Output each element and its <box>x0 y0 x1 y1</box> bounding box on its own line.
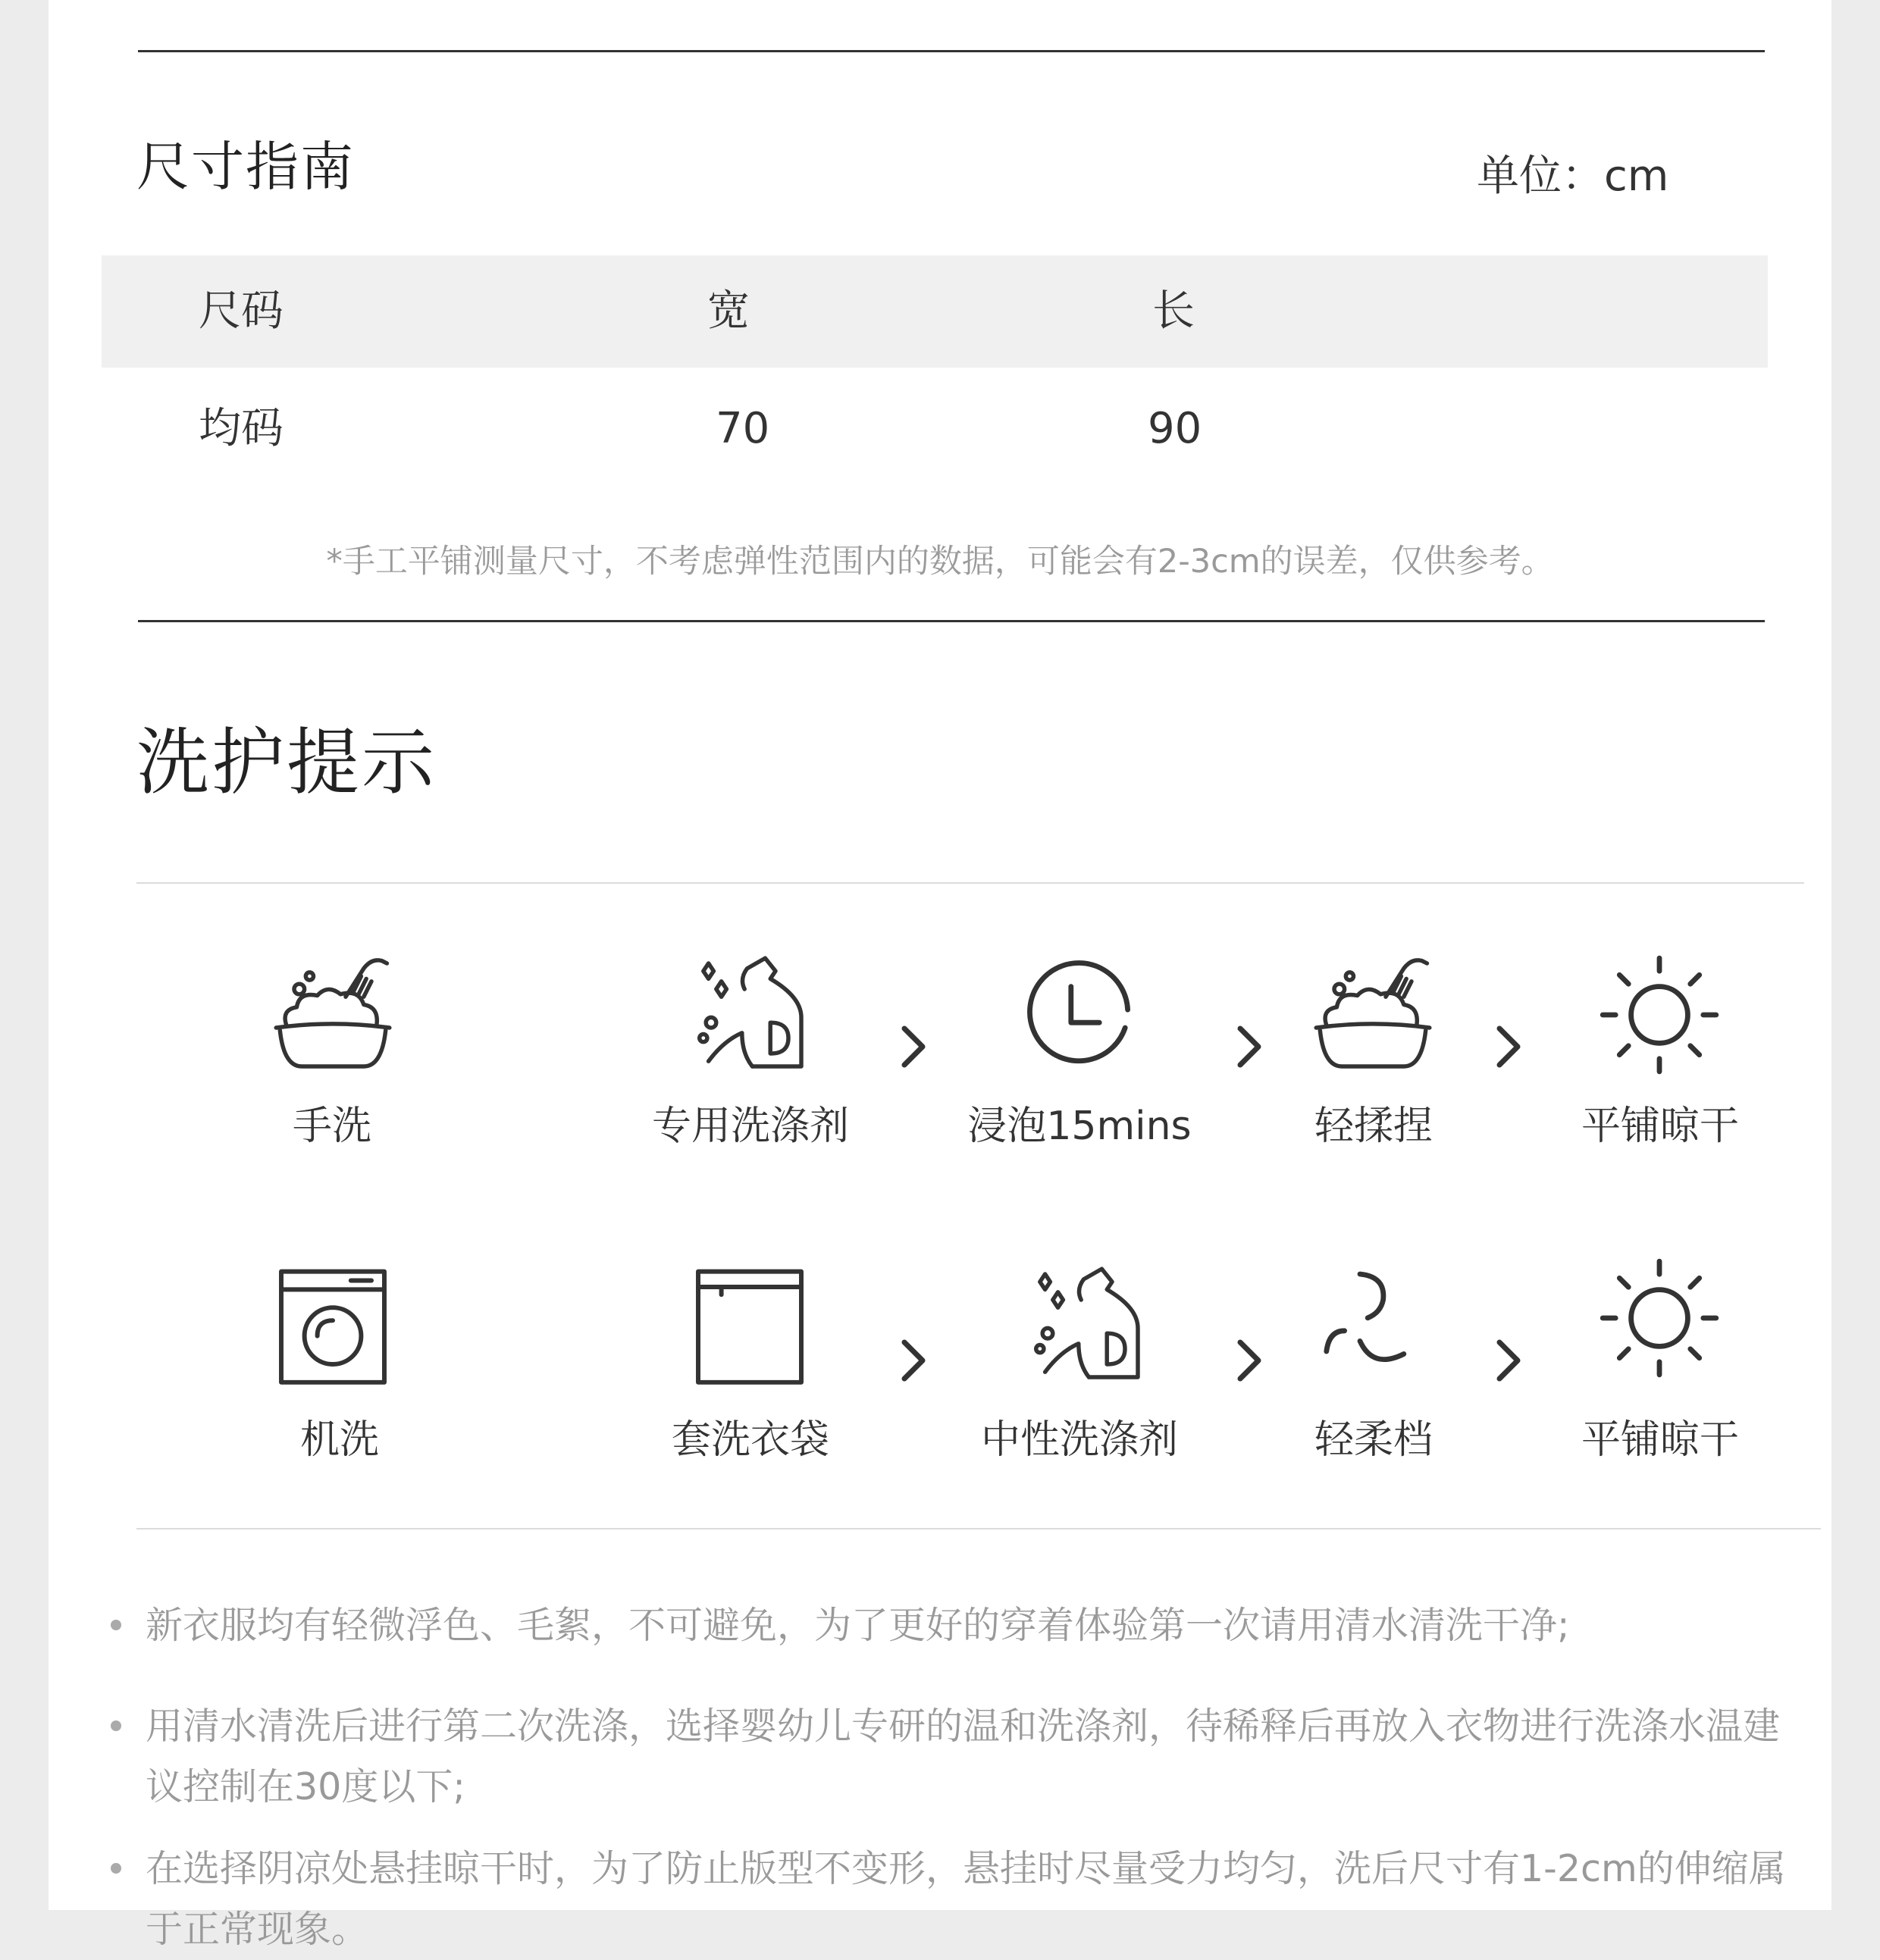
header-size: 尺码 <box>199 286 284 336</box>
measurement-note: *手工平铺测量尺寸，不考虑弹性范围内的数据，可能会有2-3cm的误差，仅供参考。 <box>326 543 1554 581</box>
row-length: 90 <box>1148 404 1202 453</box>
divider <box>136 1528 1821 1529</box>
header-width: 宽 <box>707 286 750 336</box>
detergent-icon <box>685 950 814 1079</box>
divider <box>136 882 1804 884</box>
size-guide-title: 尺寸指南 <box>136 136 355 198</box>
row-size: 均码 <box>199 404 284 453</box>
clock-icon <box>1014 950 1143 1079</box>
divider <box>138 50 1765 52</box>
unit-label: 单位：cm <box>1477 152 1669 201</box>
gentle-cycle-icon <box>1308 1261 1437 1390</box>
care-title: 洗护提示 <box>136 720 437 805</box>
step-label: 中性洗涤剂 <box>980 1417 1178 1463</box>
size-table-header <box>102 255 1768 368</box>
gentle-knead-icon <box>1308 950 1437 1079</box>
step-label: 平铺晾干 <box>1581 1104 1739 1149</box>
chevron-right-icon <box>898 1022 929 1071</box>
divider <box>138 620 1765 622</box>
step-label: 机洗 <box>299 1417 379 1463</box>
sun-icon <box>1595 950 1724 1079</box>
laundry-bag-icon <box>685 1261 814 1390</box>
step-label: 专用洗涤剂 <box>651 1104 849 1149</box>
step-label: 轻揉捏 <box>1314 1104 1433 1149</box>
washing-machine-icon <box>268 1261 397 1390</box>
step-label: 浸泡15mins <box>967 1104 1192 1149</box>
step-label: 套洗衣袋 <box>671 1417 829 1463</box>
chevron-right-icon <box>1234 1022 1264 1071</box>
step-label: 平铺晾干 <box>1581 1417 1739 1463</box>
chevron-right-icon <box>1493 1336 1524 1385</box>
care-tip <box>111 1696 1809 1818</box>
bullet-dot <box>111 1720 121 1731</box>
bullet-dot <box>111 1620 121 1630</box>
care-tip-text: 新衣服均有轻微浮色、毛絮，不可避免，为了更好的穿着体验第一次请用清水清洗干净; <box>146 1604 1570 1647</box>
detergent-icon <box>1022 1261 1151 1390</box>
care-tip <box>111 1839 1809 1960</box>
chevron-right-icon <box>1493 1022 1524 1071</box>
product-detail-page <box>49 0 1831 1951</box>
chevron-right-icon <box>898 1336 929 1385</box>
care-tip <box>111 1595 1809 1656</box>
sun-icon <box>1595 1254 1724 1382</box>
care-tip-text: 在选择阴凉处悬挂晾干时，为了防止版型不变形，悬挂时尽量受力均匀，洗后尺寸有1-2cm的伸缩属于正常现象。 <box>146 1847 1786 1951</box>
row-width: 70 <box>716 404 770 453</box>
chevron-right-icon <box>1234 1336 1264 1385</box>
care-tip-text: 用清水清洗后进行第二次洗涤，选择婴幼儿专研的温和洗涤剂，待稀释后再放入衣物进行洗涤水温建议控制在30度以下; <box>146 1705 1781 1808</box>
bullet-dot <box>111 1863 121 1874</box>
header-length: 长 <box>1152 286 1195 336</box>
hand-wash-icon <box>268 950 397 1079</box>
step-label: 轻柔档 <box>1314 1417 1433 1463</box>
step-label: 手洗 <box>292 1104 371 1149</box>
